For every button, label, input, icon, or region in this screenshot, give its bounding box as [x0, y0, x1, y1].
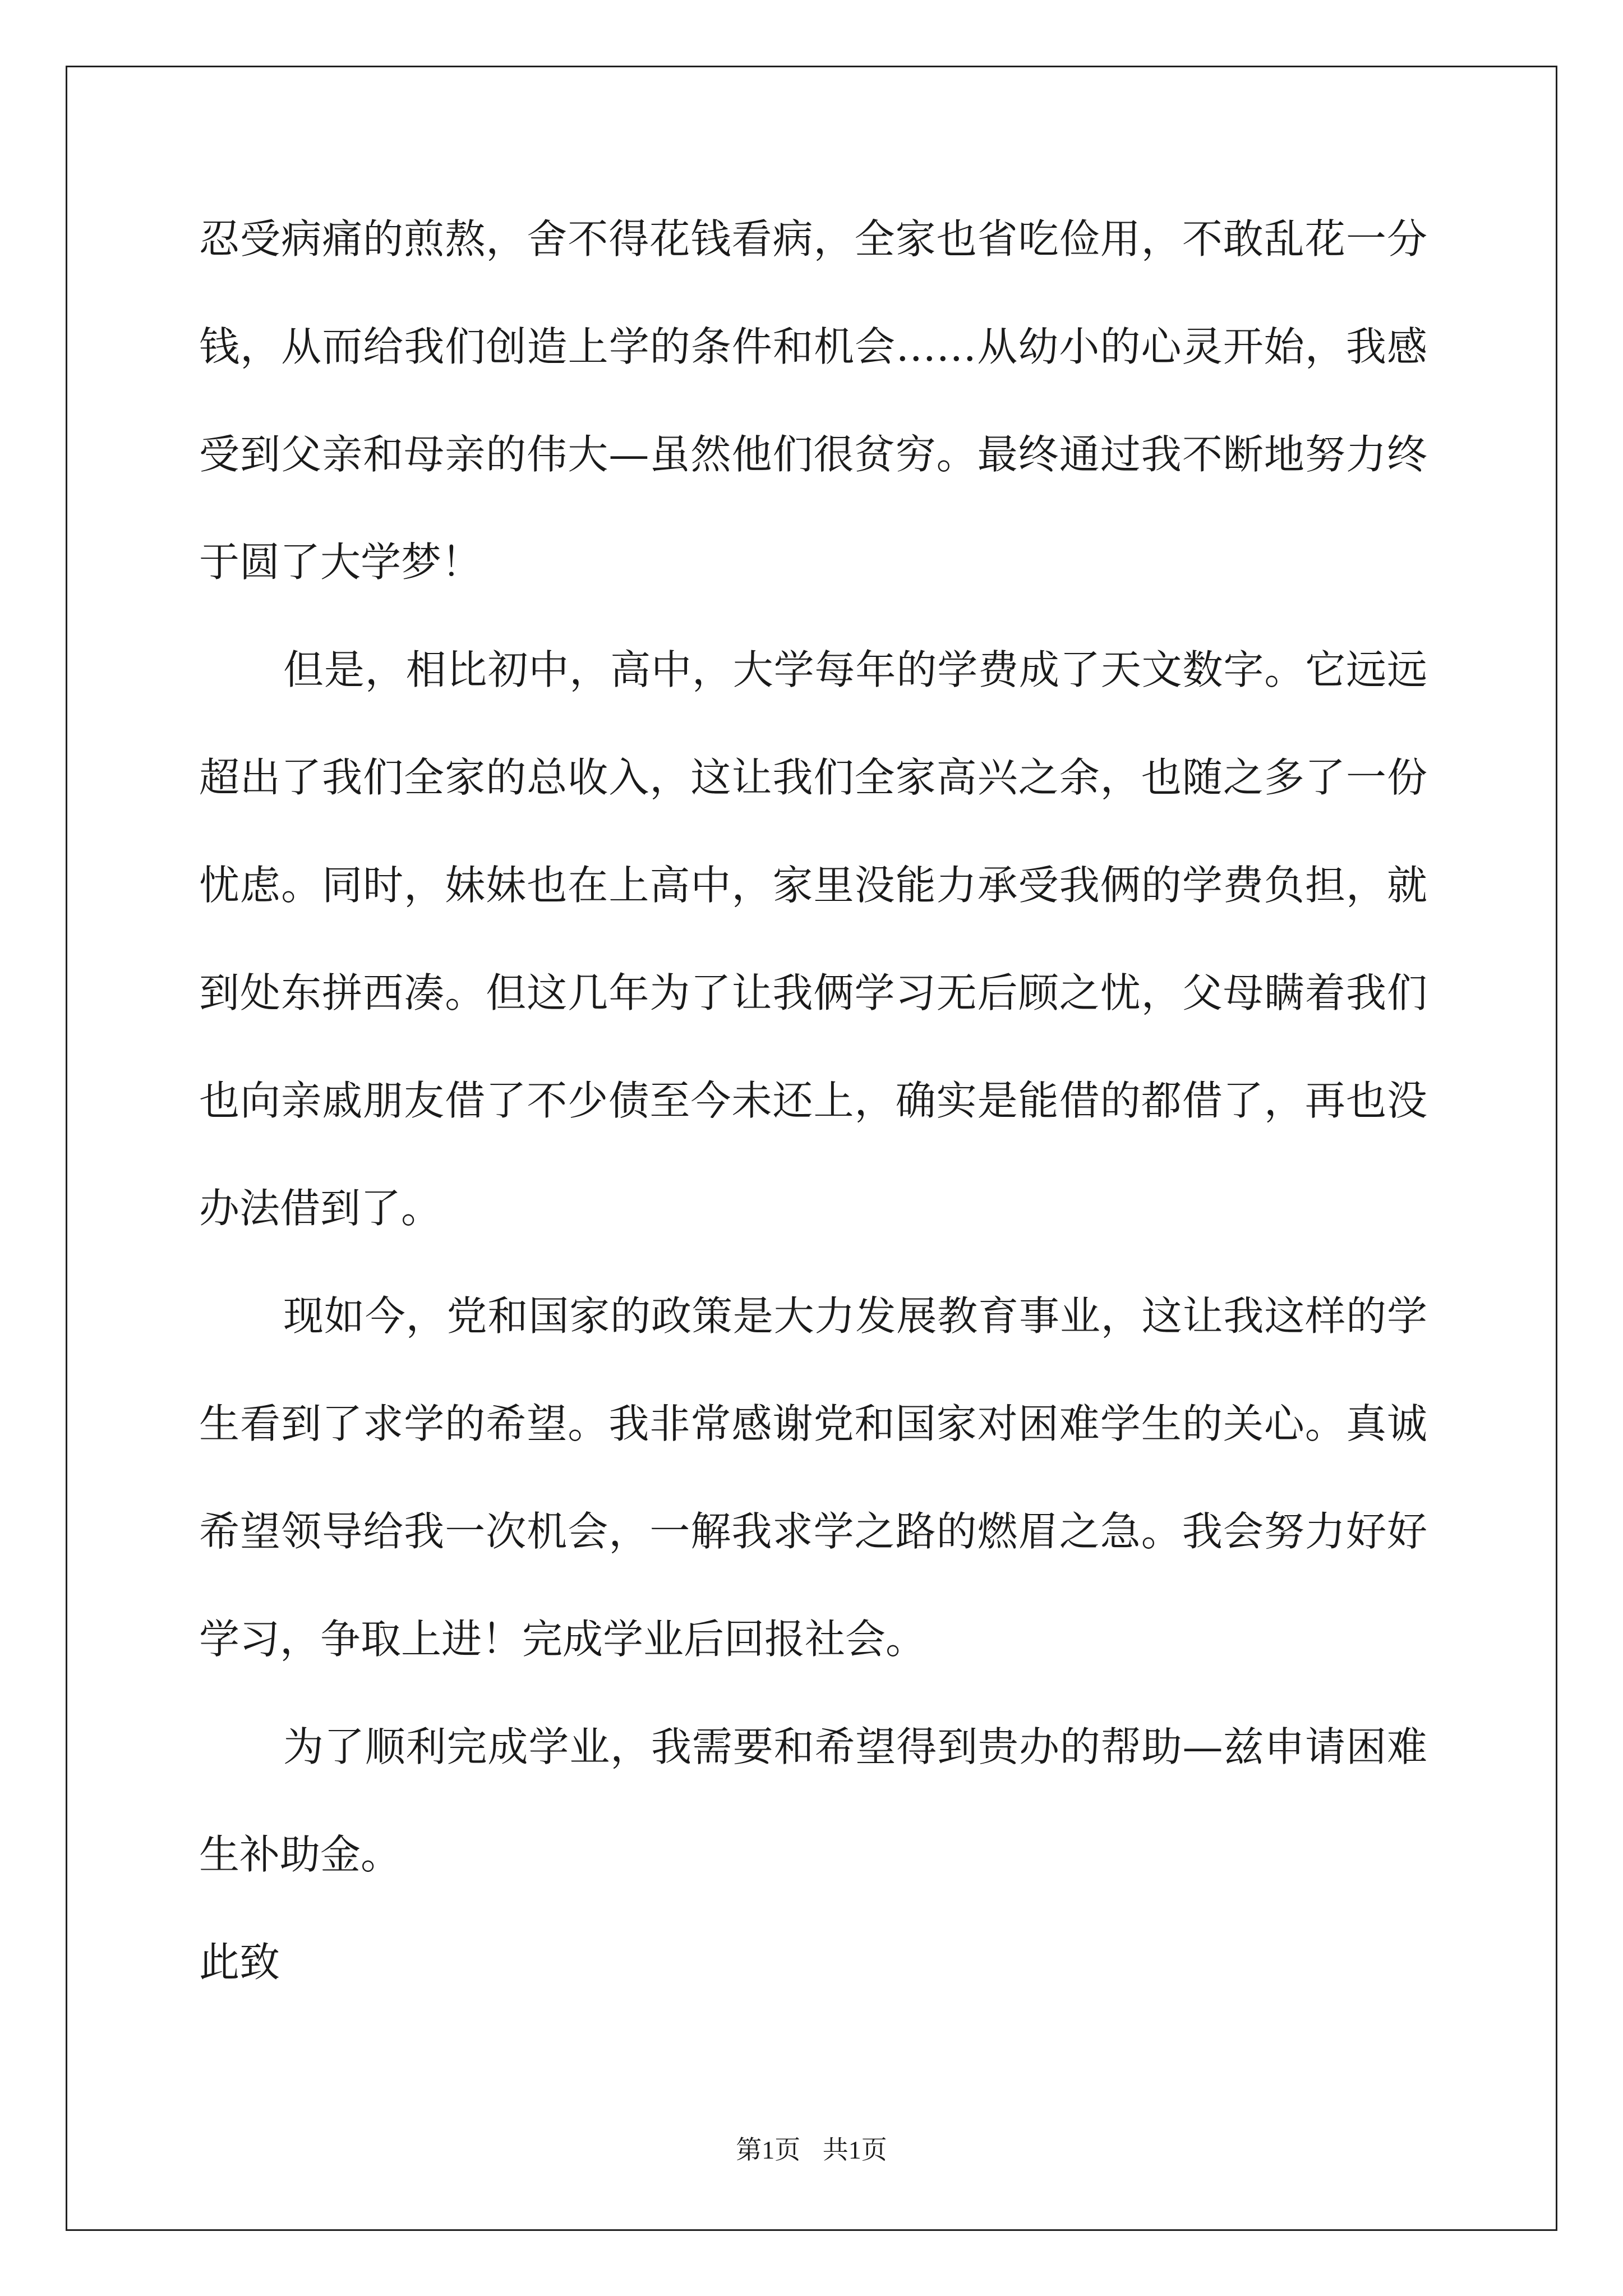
text-line: 希望领导给我一次机会，一解我求学之路的燃眉之急。我会努力好好	[199, 1508, 1427, 1555]
text-line: 超出了我们全家的总收入，这让我们全家高兴之余，也随之多了一份	[199, 754, 1427, 801]
text-line: 到处东拼西凑。但这几年为了让我俩学习无后顾之忧，父母瞒着我们	[199, 969, 1427, 1016]
text-line: 生补助金。	[199, 1831, 402, 1878]
page-number-total: 共1页	[822, 2136, 887, 2164]
paragraph-first-line: 现如今，党和国家的政策是大力发展教育事业，这让我这样的学	[283, 1292, 1427, 1340]
document-body	[199, 185, 1427, 2016]
page-number-current: 第1页	[736, 2136, 801, 2164]
closing-salutation: 此致	[199, 1939, 280, 1986]
paragraph-first-line: 但是，相比初中，高中，大学每年的学费成了天文数字。它远远	[283, 646, 1427, 693]
text-line: 忍受病痛的煎熬，舍不得花钱看病，全家也省吃俭用，不敢乱花一分	[199, 215, 1427, 263]
text-line: 学习，争取上进！完成学业后回报社会。	[199, 1616, 926, 1663]
paragraph-first-line: 为了顺利完成学业，我需要和希望得到贵办的帮助—兹申请困难	[283, 1723, 1427, 1770]
text-line: 也向亲戚朋友借了不少债至今未还上，确实是能借的都借了，再也没	[199, 1077, 1427, 1124]
page-footer	[0, 2133, 1623, 2167]
text-line: 办法借到了。	[199, 1185, 442, 1232]
text-line: 生看到了求学的希望。我非常感谢党和国家对困难学生的关心。真诚	[199, 1400, 1427, 1447]
text-line: 钱，从而给我们创造上学的条件和机会……从幼小的心灵开始，我感	[199, 323, 1427, 370]
text-line: 受到父亲和母亲的伟大—虽然他们很贫穷。最终通过我不断地努力终	[199, 431, 1427, 478]
text-line: 于圆了大学梦！	[199, 539, 482, 586]
text-line: 忧虑。同时，妹妹也在上高中，家里没能力承受我俩的学费负担，就	[199, 862, 1427, 909]
